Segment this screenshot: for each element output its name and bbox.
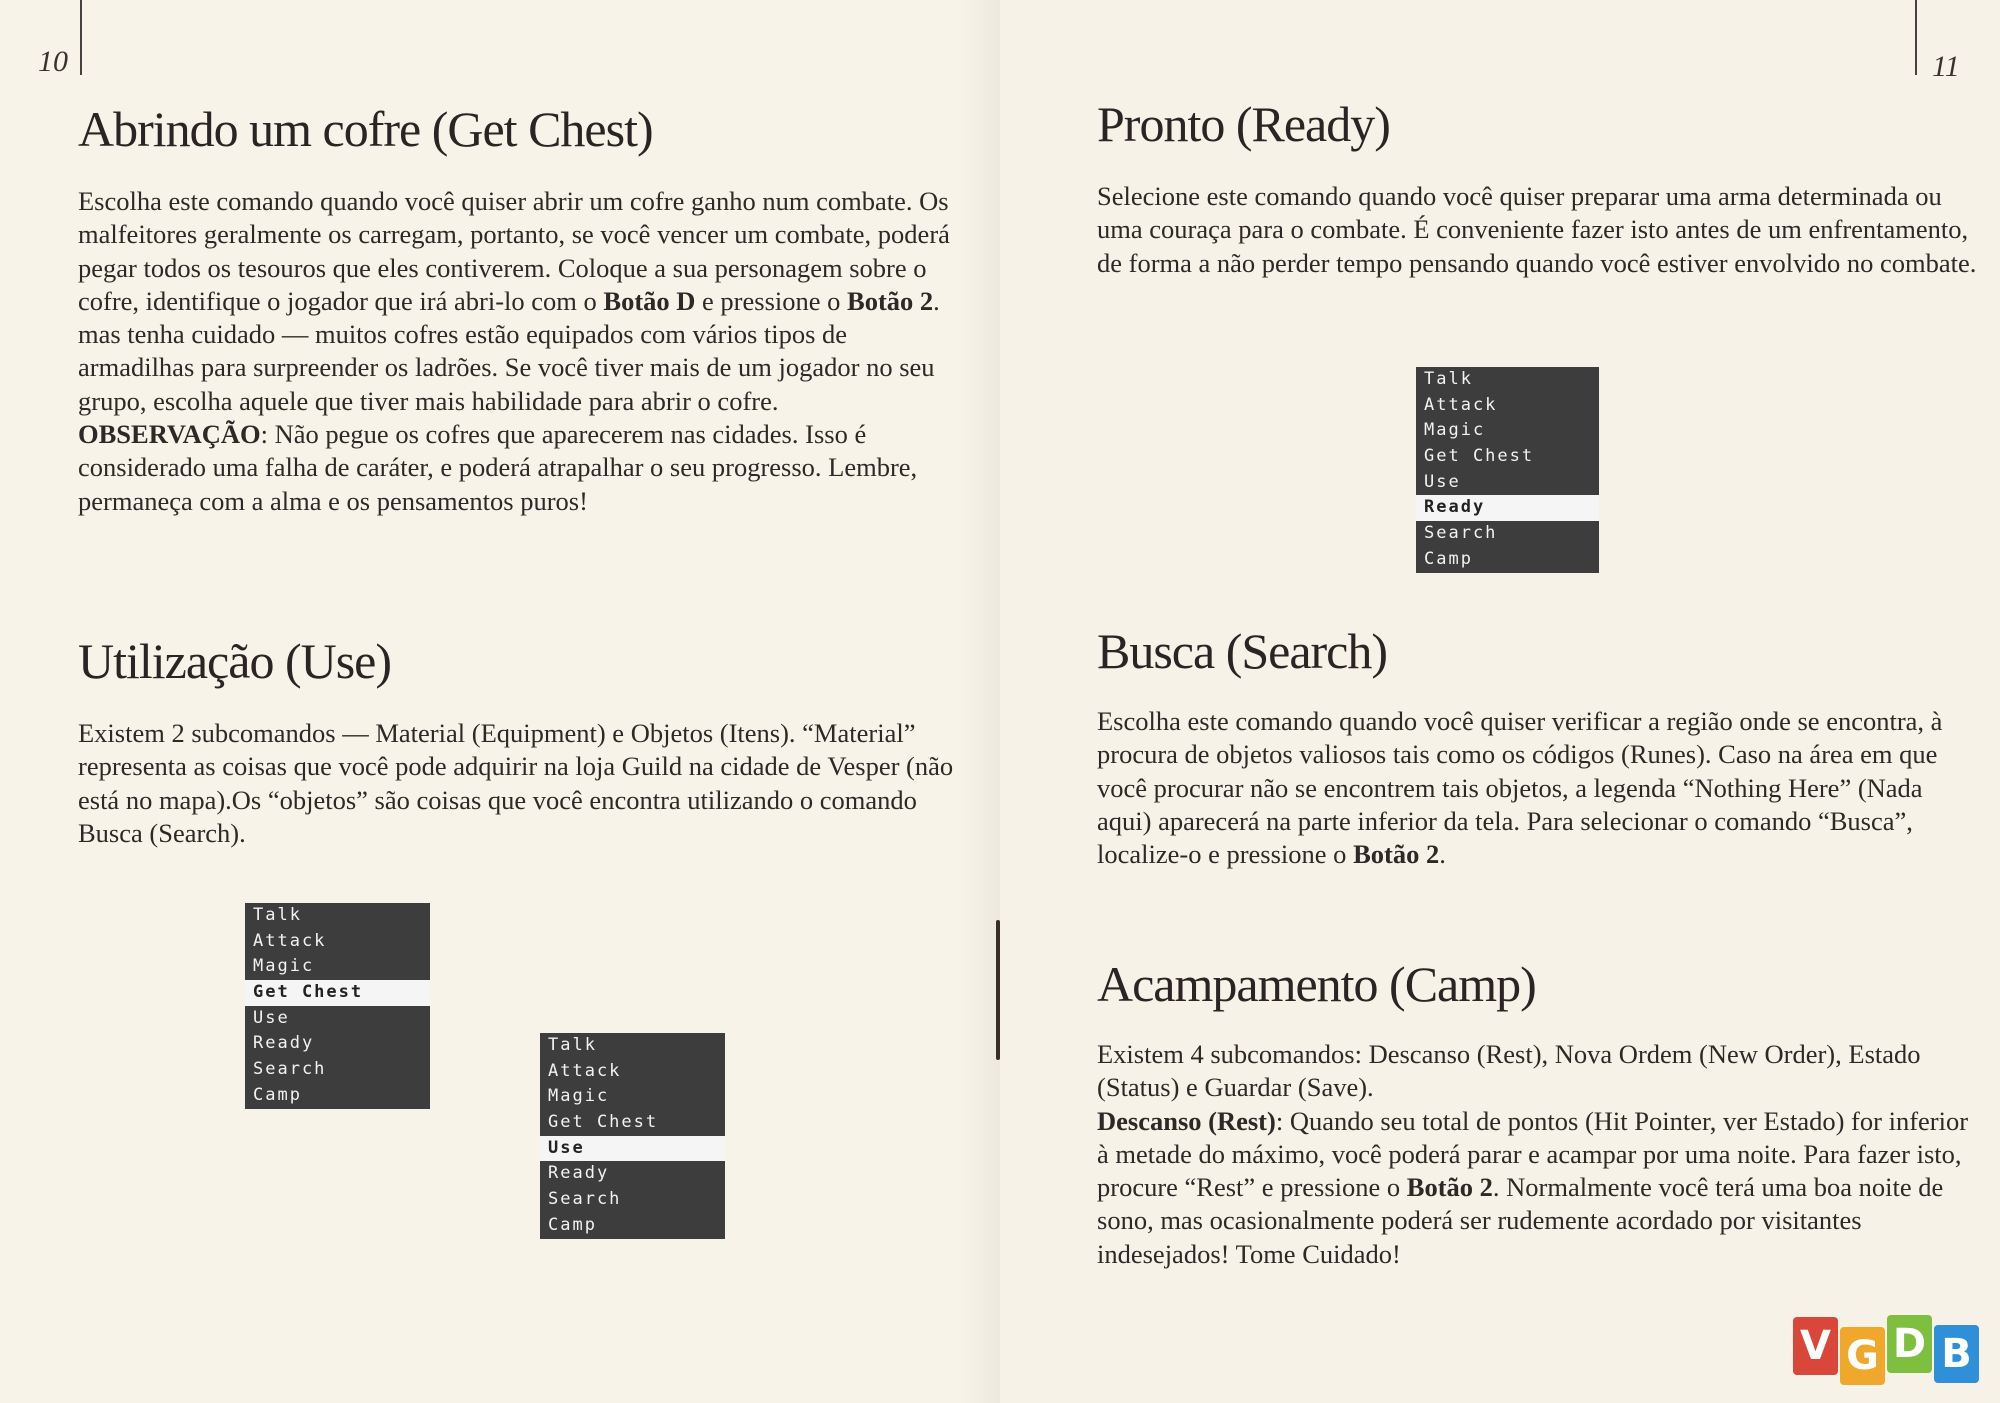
menu-item-ready: Ready [1416,495,1599,521]
menu-item-get-chest: Get Chest [548,1112,659,1133]
logo-tile-g: G [1840,1327,1885,1385]
command-menu-get-chest [245,903,430,1109]
command-menu-ready [1416,367,1599,573]
section-title-camp: Acampamento (Camp) [1097,956,1536,1012]
section-body-use: Existem 2 subcomandos — Material (Equipment) e Objetos (Itens). “Material” representa as coisas que você pode adquirir na loja Guild na cidade de Vesper (não está no mapa).Os “objetos” são coisas que você encontra utilizando o comando Busca (Search). [78,718,954,848]
menu-item-attack: Attack [1424,394,1498,415]
menu-item-use: Use [1424,471,1461,492]
right-page [1000,0,2000,1403]
vgdb-watermark-logo [1793,1315,1983,1385]
menu-item-talk: Talk [253,905,302,925]
menu-item-get-chest: Get Chest [245,980,430,1006]
logo-tile-v: V [1793,1317,1838,1375]
menu-item-attack: Attack [548,1060,622,1081]
logo-tile-b: B [1934,1325,1979,1383]
menu-item-camp: Camp [1424,548,1473,569]
logo-tile-d: D [1887,1315,1932,1373]
page-rule-right [1915,0,1917,75]
section-body-get-chest: Escolha este comando quando você quiser abrir um cofre ganho num combate. Os malfeitores geralmente os carregam, portanto, se você vencer um combate, poderá pegar todos os tesouros que eles contiverem. Coloque a sua personagem sobre o cofre, identifique o jogador que irá abri-lo com o Botão D e pressione o Botão 2. mas tenha cuidado — muitos cofres estão equipados com vários tipos de armadilhas para surpreender os ladrões. Se você tiver mais de um jogador no seu grupo, escolha aquele que tiver mais habilidade para abrir o cofre. OBSERVAÇÃO: Não pegue os cofres que aparecerem nas cidades. Isso é considerado uma falha de caráter, e poderá atrapalhar o seu progresso. Lembre, permaneça com a alma e os pensamentos puros! [78,186,950,516]
page-number-right: 11 [1932,50,1960,83]
menu-item-search: Search [1424,523,1498,544]
menu-item-ready: Ready [253,1033,315,1054]
menu-item-camp: Camp [253,1084,302,1105]
section-body-search: Escolha este comando quando você quiser verificar a região onde se encontra, à procura de objetos valiosos tais como os códigos (Runes). Caso na área em que você procurar não se encontrem tais objetos, a legenda “Nothing Here” (Nada aqui) aparecerá na parte inferior da tela. Para selecionar o comando “Busca”, localize-o e pressione o Botão 2. [1097,706,1943,870]
menu-item-search: Search [253,1059,327,1080]
section-title-search: Busca (Search) [1097,623,1388,679]
menu-item-use: Use [540,1136,725,1162]
menu-item-talk: Talk [548,1035,597,1055]
menu-item-magic: Magic [253,956,315,977]
section-title-use: Utilização (Use) [78,633,392,689]
menu-item-camp: Camp [548,1214,597,1235]
menu-item-magic: Magic [548,1086,610,1107]
menu-item-ready: Ready [548,1163,610,1184]
section-body-ready: Selecione este comando quando você quiser preparar uma arma determinada ou uma couraça para o combate. É conveniente fazer isto antes de um enfrentamento, de forma a não perder tempo pensando quando você estiver envolvido no combate. [1097,181,1977,278]
section-body-camp: Existem 4 subcomandos: Descanso (Rest), Nova Ordem (New Order), Estado (Status) e Guardar (Save). Descanso (Rest): Quando seu total de pontos (Hit Pointer, ver Estado) for inferior à metade do máximo, você poderá parar e acampar por uma noite. Para fazer isto, procure “Rest” e pressione o Botão 2. Normalmente você terá uma boa noite de sono, mas ocasionalmente poderá ser rudemente acordado por visitantes indesejados! Tome Cuidado! [1097,1039,1969,1269]
section-title-get-chest: Abrindo um cofre (Get Chest) [78,101,653,157]
section-title-ready: Pronto (Ready) [1097,96,1390,152]
menu-item-use: Use [253,1007,290,1028]
menu-item-search: Search [548,1189,622,1210]
menu-item-attack: Attack [253,930,327,951]
note-label: OBSERVAÇÃO [78,419,261,450]
page-number-left: 10 [38,45,68,78]
menu-item-get-chest: Get Chest [1424,446,1535,467]
page-rule-left [80,0,82,75]
command-menu-use [540,1033,725,1239]
menu-item-talk: Talk [1424,369,1473,389]
menu-item-magic: Magic [1424,420,1486,441]
